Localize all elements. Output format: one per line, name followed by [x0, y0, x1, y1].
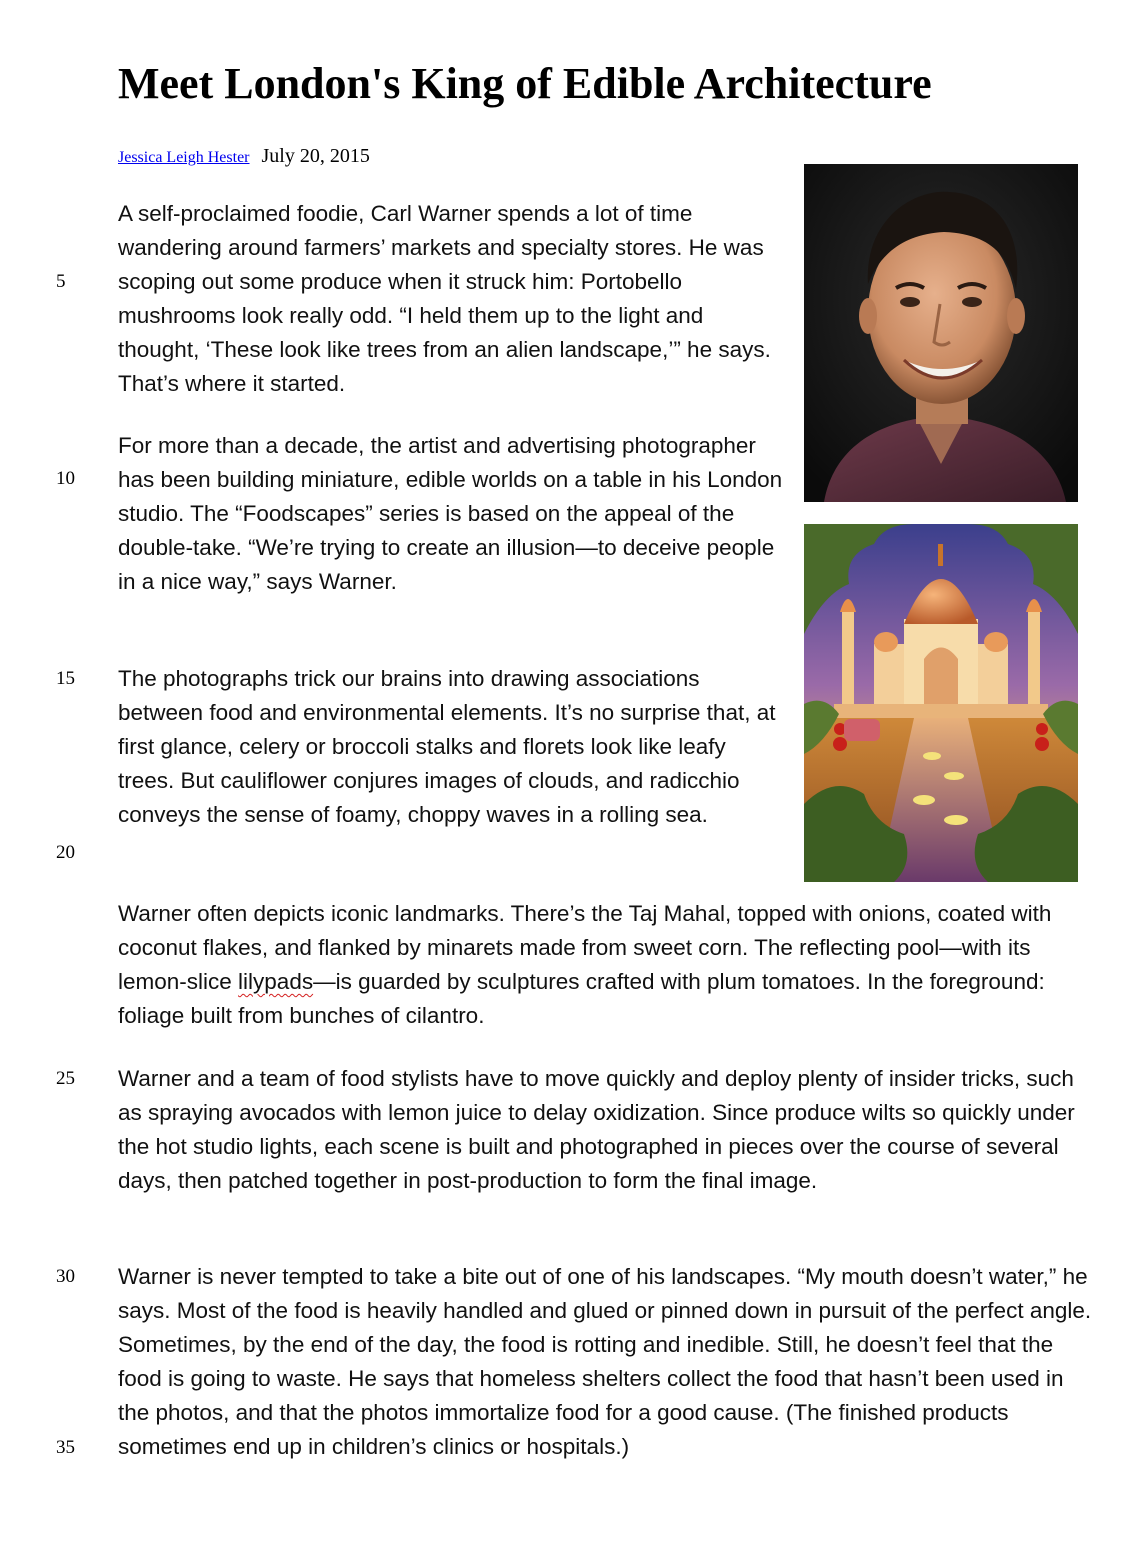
line-number: 20 [56, 842, 75, 863]
line-number: 35 [56, 1437, 75, 1458]
spellcheck-flagged-word[interactable]: lilypads [238, 969, 314, 994]
article-title: Meet London's King of Edible Architecture [118, 59, 932, 108]
paragraph-6: Warner is never tempted to take a bite out of one of his landscapes. “My mouth doesn’t water,” he says. Most of the food is heavily handled and glued or pinned down in pursuit of the perfect angle. Sometimes, by the end of the day, the food is rotting and inedible. Still, he doesn’t feel that the food is going to waste. He says that homeless shelters collect the food that hasn’t been used in the photos, and that the photos immortalize food for a good cause. (The finished products sometimes end up in children’s clinics or hospitals.) [118, 1264, 1092, 1459]
paragraph-1: A self-proclaimed foodie, Carl Warner spends a lot of time wandering around farmers’ markets and specialty stores. He was scoping out some produce when it struck him: Portobello mushrooms look really odd. “I held them up to the light and thought, ‘These look like trees from an alien landscape,’” he says. That’s where it started. [118, 201, 771, 396]
paragraph-4 [118, 897, 1098, 1033]
paragraph-4-text-after: —is guarded by sculptures crafted with plum tomatoes. In the foreground: foliage built from bunches of cilantro. [118, 969, 1045, 1028]
byline [118, 145, 370, 168]
paragraph-5: Warner and a team of food stylists have to move quickly and deploy plenty of insider tricks, such as spraying avocados with lemon juice to delay oxidization. Since produce wilts so quickly under the hot studio lights, each scene is built and photographed in pieces over the course of several days, then patched together in post-production to form the final image. [118, 1066, 1075, 1193]
author-link[interactable]: Jessica Leigh Hester [118, 149, 250, 166]
line-number: 15 [56, 668, 75, 689]
portrait-photo [804, 164, 1078, 502]
line-number: 30 [56, 1266, 75, 1287]
paragraph-4-text-before: Warner often depicts iconic landmarks. There’s the Taj Mahal, topped with onions, coated with coconut flakes, and flanked by minarets made from sweet corn. The reflecting pool—with its lemon-slice [118, 901, 1052, 994]
publish-date: July 20, 2015 [261, 145, 370, 167]
taj-mahal-foodscape-photo [804, 524, 1078, 882]
line-number: 25 [56, 1068, 75, 1089]
line-number: 10 [56, 468, 75, 489]
paragraph-2: For more than a decade, the artist and advertising photographer has been building miniature, edible worlds on a table in his London studio. The “Foodscapes” series is based on the appeal of the double-take. “We’re trying to create an illusion—to deceive people in a nice way,” says Warner. [118, 433, 783, 594]
paragraph-3: The photographs trick our brains into drawing associations between food and environmental elements. It’s no surprise that, at first glance, celery or broccoli stalks and florets look like leafy trees. But cauliflower conjures images of clouds, and radicchio conveys the sense of foamy, choppy waves in a rolling sea. [118, 666, 776, 827]
line-number: 5 [56, 271, 66, 292]
